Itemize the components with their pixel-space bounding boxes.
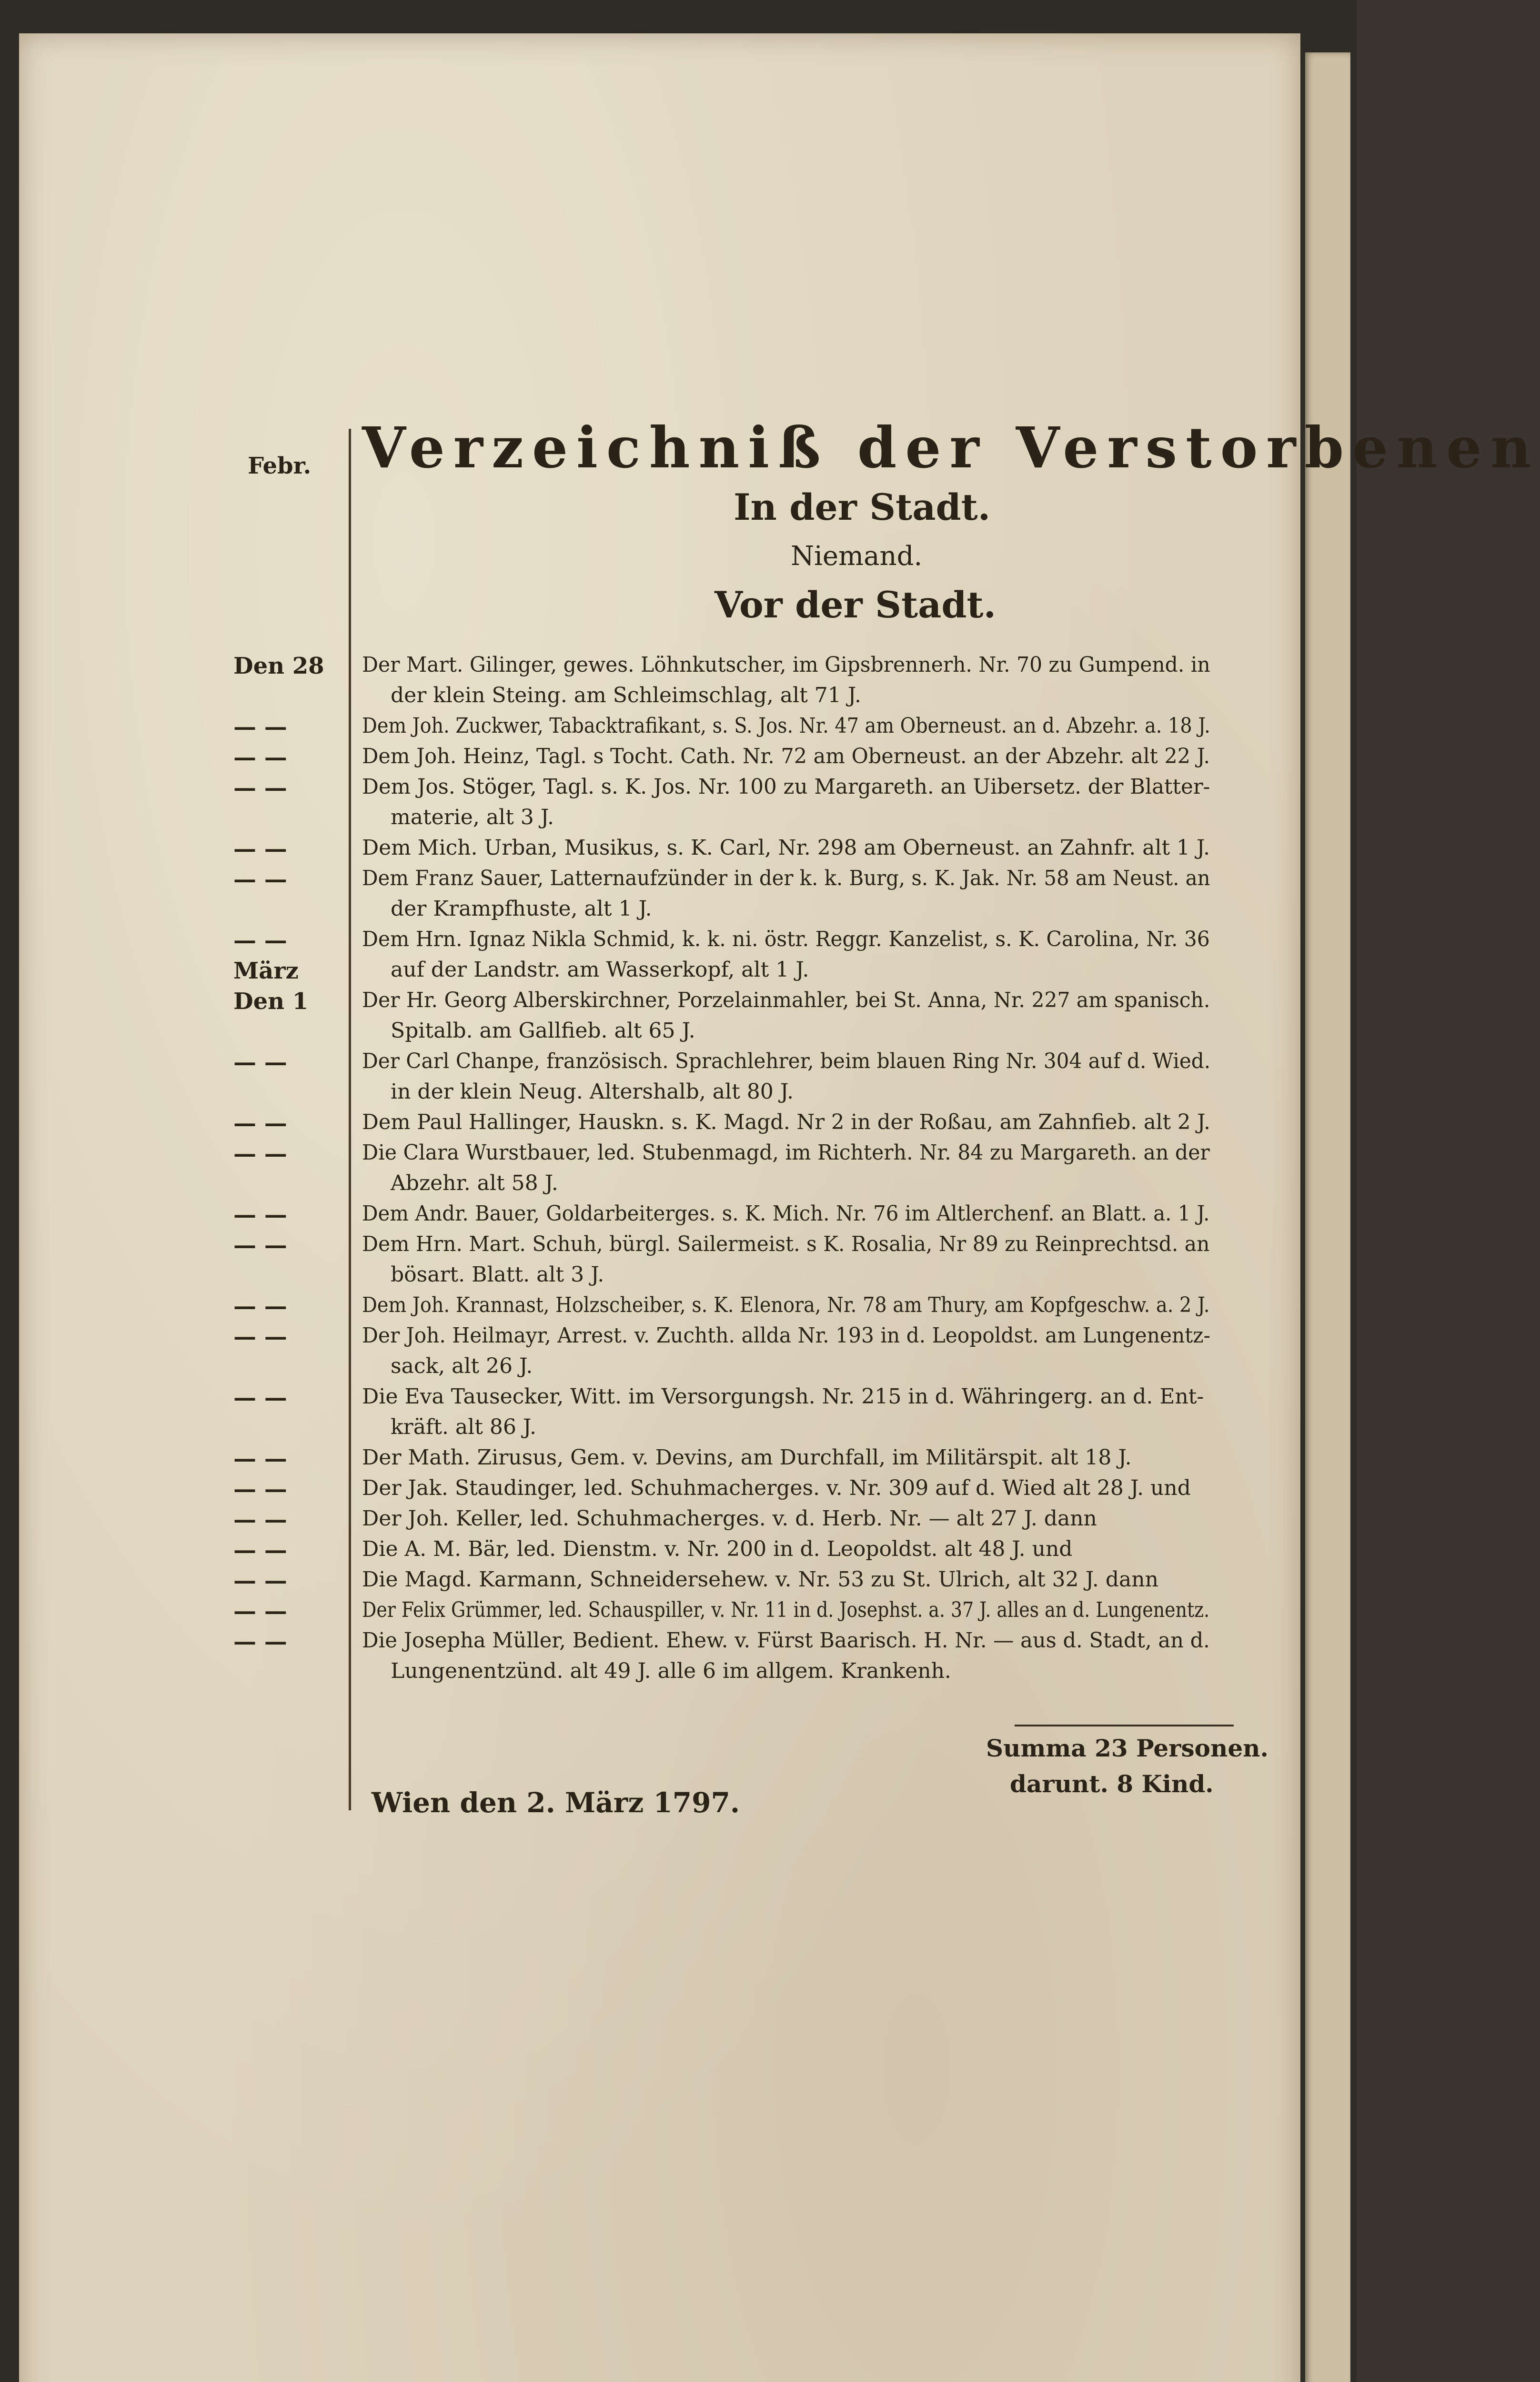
register-row bbox=[233, 1232, 1281, 1262]
row-text: kräft. alt 86 J. bbox=[391, 1415, 537, 1439]
row-text: Dem Paul Hallinger, Hauskn. s. K. Magd. Nr 2 in der Roßau, am Zahnfieb. alt 2 J. bbox=[362, 1110, 1210, 1134]
register-row bbox=[233, 1415, 1281, 1445]
register-row bbox=[233, 1141, 1281, 1171]
register-row bbox=[233, 1201, 1281, 1232]
row-text: auf der Landstr. am Wasserkopf, alt 1 J. bbox=[391, 958, 809, 982]
death-register-list bbox=[233, 653, 1281, 1689]
row-text: Der Hr. Georg Alberskirchner, Porzelainmahler, bei St. Anna, Nr. 227 am spanisch. bbox=[362, 988, 1210, 1012]
row-text: der klein Steing. am Schleimschlag, alt 71 J. bbox=[391, 683, 861, 707]
register-row bbox=[233, 1537, 1281, 1567]
row-text: in der klein Neug. Altershalb, alt 80 J. bbox=[391, 1080, 794, 1104]
row-text: Der Jak. Staudinger, led. Schuhmacherges. v. Nr. 309 auf d. Wied alt 28 J. und bbox=[362, 1476, 1191, 1500]
row-date: Den 1 bbox=[233, 988, 309, 1015]
row-date: — — bbox=[233, 1323, 287, 1350]
register-row bbox=[233, 897, 1281, 927]
summary-children: darunt. 8 Kind. bbox=[1010, 1770, 1214, 1798]
section-heading-outside: Vor der Stadt. bbox=[715, 584, 996, 626]
register-row bbox=[233, 1110, 1281, 1141]
register-row bbox=[233, 1567, 1281, 1598]
row-date: — — bbox=[233, 1201, 287, 1228]
row-text: Die Eva Tausecker, Witt. im Versorgungsh. Nr. 215 in d. Währingerg. an d. Ent- bbox=[362, 1384, 1204, 1409]
row-text: Der Felix Grümmer, led. Schauspiller, v. Nr. 11 in d. Josephst. a. 37 J. alles an d. Lungenentz. bbox=[362, 1598, 1210, 1622]
register-row bbox=[233, 866, 1281, 897]
row-text: Dem Franz Sauer, Latternaufzünder in der k. k. Burg, s. K. Jak. Nr. 58 am Neust. an bbox=[362, 866, 1210, 890]
row-date: — — bbox=[233, 927, 287, 954]
row-date: — — bbox=[233, 1628, 287, 1655]
row-text: Der Joh. Keller, led. Schuhmacherges. v. d. Herb. Nr. — alt 27 J. dann bbox=[362, 1506, 1097, 1531]
section-heading-city: In der Stadt. bbox=[734, 486, 991, 528]
margin-date: Febr. bbox=[248, 453, 312, 479]
row-date: — — bbox=[233, 1476, 287, 1503]
row-text: Dem Andr. Bauer, Goldarbeiterges. s. K. Mich. Nr. 76 im Altlerchenf. an Blatt. a. 1 J. bbox=[362, 1201, 1210, 1226]
row-date: — — bbox=[233, 1049, 287, 1076]
row-date: — — bbox=[233, 1567, 287, 1594]
register-row bbox=[233, 958, 1281, 988]
register-row bbox=[233, 1659, 1281, 1689]
register-row bbox=[233, 988, 1281, 1019]
row-text: Spitalb. am Gallfieb. alt 65 J. bbox=[391, 1019, 695, 1043]
register-row bbox=[233, 683, 1281, 714]
register-row bbox=[233, 805, 1281, 836]
register-row bbox=[233, 836, 1281, 866]
row-text: Lungenentzünd. alt 49 J. alle 6 im allgem. Krankenh. bbox=[391, 1659, 951, 1683]
row-date: — — bbox=[233, 714, 287, 740]
register-row bbox=[233, 1445, 1281, 1476]
register-row bbox=[233, 775, 1281, 805]
city-none-note: Niemand. bbox=[791, 541, 923, 572]
register-row bbox=[233, 1262, 1281, 1293]
document-title: Verzeichniß der Verstorbenen bbox=[362, 414, 1540, 481]
summary-rule bbox=[1015, 1725, 1234, 1726]
row-text: der Krampfhuste, alt 1 J. bbox=[391, 897, 652, 921]
register-row bbox=[233, 1506, 1281, 1537]
register-row bbox=[233, 1628, 1281, 1659]
register-row bbox=[233, 927, 1281, 958]
row-date: — — bbox=[233, 1384, 287, 1411]
register-row bbox=[233, 1049, 1281, 1080]
row-date: — — bbox=[233, 1506, 287, 1533]
register-row bbox=[233, 1354, 1281, 1384]
register-row bbox=[233, 1598, 1281, 1628]
row-date: — — bbox=[233, 1232, 287, 1259]
register-row bbox=[233, 744, 1281, 775]
row-text: sack, alt 26 J. bbox=[391, 1354, 533, 1378]
row-date: — — bbox=[233, 1445, 287, 1472]
row-text: Die Clara Wurstbauer, led. Stubenmagd, im Richterh. Nr. 84 zu Margareth. an der bbox=[362, 1141, 1210, 1165]
row-date: — — bbox=[233, 744, 287, 771]
row-date: — — bbox=[233, 866, 287, 893]
row-date: — — bbox=[233, 836, 287, 862]
row-text: Dem Mich. Urban, Musikus, s. K. Carl, Nr. 298 am Oberneust. an Zahnfr. alt 1 J. bbox=[362, 836, 1210, 860]
row-text: Dem Hrn. Mart. Schuh, bürgl. Sailermeist. s K. Rosalia, Nr 89 zu Reinprechtsd. an bbox=[362, 1232, 1210, 1256]
row-text: Die Magd. Karmann, Schneidersehew. v. Nr. 53 zu St. Ulrich, alt 32 J. dann bbox=[362, 1567, 1158, 1592]
register-row bbox=[233, 653, 1281, 683]
row-date: — — bbox=[233, 1141, 287, 1167]
row-text: Die A. M. Bär, led. Dienstm. v. Nr. 200 in d. Leopoldst. alt 48 J. und bbox=[362, 1537, 1073, 1561]
row-text: bösart. Blatt. alt 3 J. bbox=[391, 1262, 604, 1287]
register-row bbox=[233, 1293, 1281, 1323]
adjacent-page-edge bbox=[1305, 52, 1350, 2382]
row-text: Dem Hrn. Ignaz Nikla Schmid, k. k. ni. östr. Reggr. Kanzelist, s. K. Carolina, Nr. 36 bbox=[362, 927, 1210, 951]
row-text: Dem Joh. Zuckwer, Tabacktrafikant, s. S. Jos. Nr. 47 am Oberneust. an d. Abzehr. a. 18 J. bbox=[362, 714, 1210, 738]
row-text: Der Joh. Heilmayr, Arrest. v. Zuchth. allda Nr. 193 in d. Leopoldst. am Lungenentz- bbox=[362, 1323, 1210, 1348]
row-date: Den 28 bbox=[233, 653, 324, 679]
closing-place-date: Wien den 2. März 1797. bbox=[372, 1786, 740, 1819]
row-date: — — bbox=[233, 775, 287, 801]
row-date: — — bbox=[233, 1598, 287, 1625]
register-row bbox=[233, 1171, 1281, 1201]
row-date: — — bbox=[233, 1537, 287, 1564]
register-row bbox=[233, 1476, 1281, 1506]
row-text: Die Josepha Müller, Bedient. Ehew. v. Fürst Baarisch. H. Nr. — aus d. Stadt, an d. bbox=[362, 1628, 1210, 1653]
register-row bbox=[233, 1080, 1281, 1110]
summary-total: Summa 23 Personen. bbox=[986, 1734, 1268, 1762]
row-date: — — bbox=[233, 1293, 287, 1320]
row-text: Dem Jos. Stöger, Tagl. s. K. Jos. Nr. 100 zu Margareth. an Uibersetz. der Blatter- bbox=[362, 775, 1210, 799]
register-row bbox=[233, 714, 1281, 744]
row-text: Der Math. Zirusus, Gem. v. Devins, am Durchfall, im Militärspit. alt 18 J. bbox=[362, 1445, 1132, 1470]
row-text: Abzehr. alt 58 J. bbox=[391, 1171, 558, 1195]
register-row bbox=[233, 1384, 1281, 1415]
row-text: Der Carl Chanpe, französisch. Sprachlehrer, beim blauen Ring Nr. 304 auf d. Wied. bbox=[362, 1049, 1211, 1073]
row-text: materie, alt 3 J. bbox=[391, 805, 554, 829]
row-date: — — bbox=[233, 1110, 287, 1137]
register-row bbox=[233, 1019, 1281, 1049]
register-row bbox=[233, 1323, 1281, 1354]
row-text: Der Mart. Gilinger, gewes. Löhnkutscher, im Gipsbrennerh. Nr. 70 zu Gumpend. in bbox=[362, 653, 1210, 677]
row-date: März bbox=[233, 958, 299, 984]
row-text: Dem Joh. Krannast, Holzscheiber, s. K. Elenora, Nr. 78 am Thury, am Kopfgeschw. a. 2 J. bbox=[362, 1293, 1210, 1317]
row-text: Dem Joh. Heinz, Tagl. s Tocht. Cath. Nr. 72 am Oberneust. an der Abzehr. alt 22 J. bbox=[362, 744, 1210, 768]
